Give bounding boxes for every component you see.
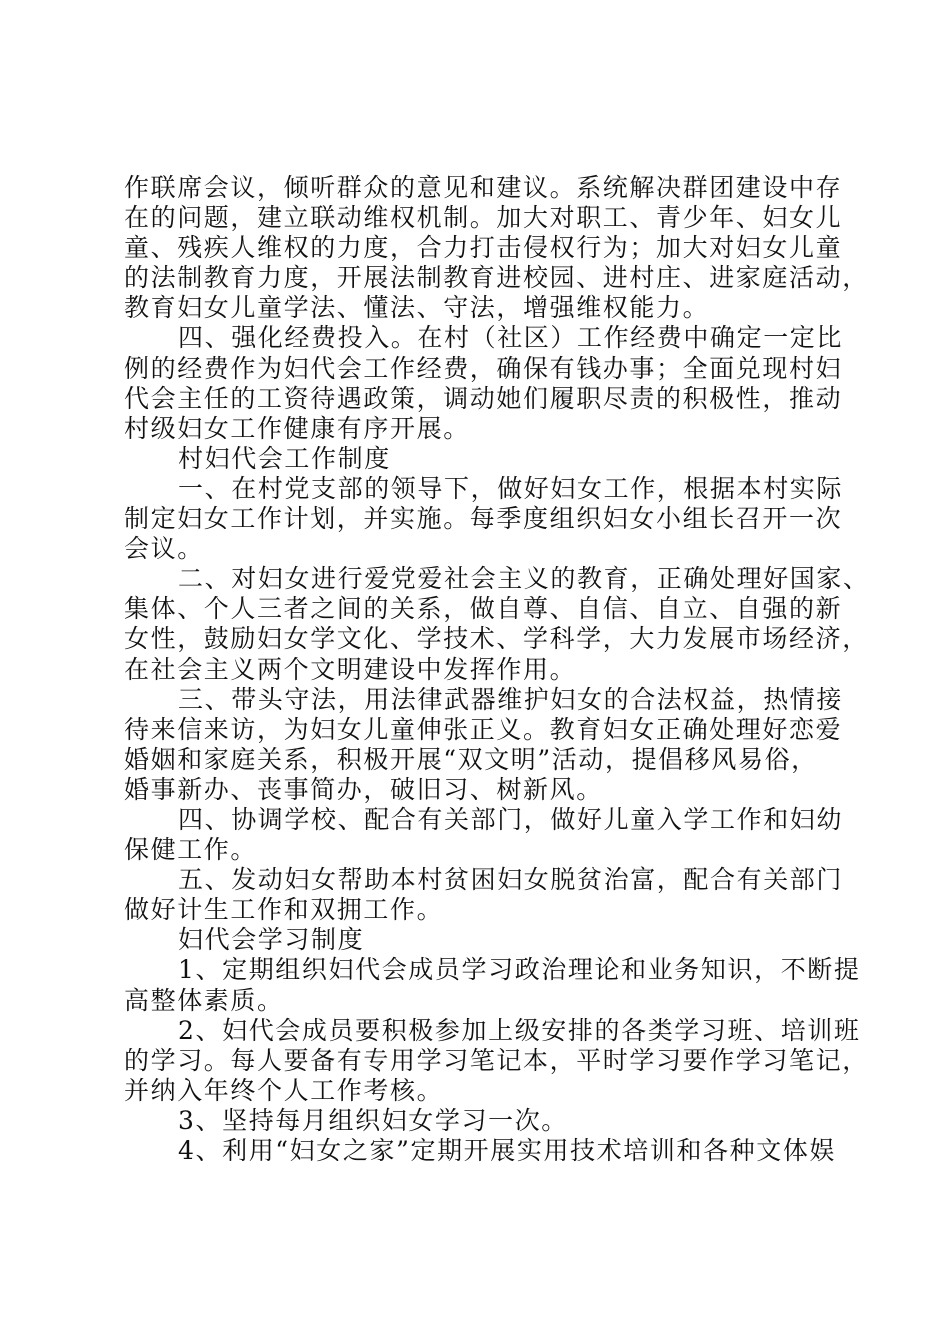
document-body — [124, 173, 870, 1166]
text-line: 婚事新办、丧事简办，破旧习、树新风。 — [124, 774, 603, 804]
text-line: 例的经费作为妇代会工作经费，确保有钱办事；全面兑现村妇 — [124, 353, 843, 383]
text-line: 童、残疾人维权的力度，合力打击侵权行为；加大对妇女儿童 — [124, 233, 843, 263]
text-line: 的学习。每人要备有专用学习笔记本，平时学习要作学习笔记， — [124, 1045, 869, 1075]
text-line: 三、带头守法，用法律武器维护妇女的合法权益，热情接 — [178, 684, 844, 714]
text-line: 3、坚持每月组织妇女学习一次。 — [178, 1105, 568, 1135]
text-line: 在的问题，建立联动维权机制。加大对职工、青少年、妇女儿 — [124, 203, 843, 233]
text-line: 1、定期组织妇代会成员学习政治理论和业务知识，不断提 — [178, 955, 861, 985]
text-line: 做好计生工作和双拥工作。 — [124, 895, 444, 925]
text-line: 二、对妇女进行爱党爱社会主义的教育，正确处理好国家、 — [178, 564, 870, 594]
text-line: 制定妇女工作计划，并实施。每季度组织妇女小组长召开一次 — [124, 504, 843, 534]
text-line: 四、协调学校、配合有关部门，做好儿童入学工作和妇幼 — [178, 804, 844, 834]
text-line: 4、利用“妇女之家”定期开展实用技术培训和各种文体娱 — [178, 1136, 837, 1165]
text-line: 五、发动妇女帮助本村贫困妇女脱贫治富，配合有关部门 — [178, 865, 844, 895]
text-line: 作联席会议，倾听群众的意见和建议。系统解决群团建设中存 — [124, 173, 843, 202]
text-line: 高整体素质。 — [124, 985, 284, 1015]
text-line: 村级妇女工作健康有序开展。 — [124, 413, 470, 443]
text-line: 村妇代会工作制度 — [178, 443, 391, 473]
text-line: 集体、个人三者之间的关系，做自尊、自信、自立、自强的新 — [124, 594, 843, 624]
text-line: 四、强化经费投入。在村（社区）工作经费中确定一定比 — [178, 323, 844, 353]
text-line: 妇代会学习制度 — [178, 925, 365, 955]
text-line: 婚姻和家庭关系，积极开展“双文明”活动，提倡移风易俗， — [124, 744, 818, 774]
text-line: 的法制教育力度，开展法制教育进校园、进村庄、进家庭活动， — [124, 263, 869, 293]
text-line: 女性，鼓励妇女学文化、学技术、学科学，大力发展市场经济， — [124, 624, 869, 654]
text-line: 并纳入年终个人工作考核。 — [124, 1075, 444, 1105]
text-line: 2、妇代会成员要积极参加上级安排的各类学习班、培训班 — [178, 1015, 861, 1045]
text-line: 在社会主义两个文明建设中发挥作用。 — [124, 654, 577, 684]
text-line: 会议。 — [124, 534, 204, 564]
text-line: 待来信来访，为妇女儿童伸张正义。教育妇女正确处理好恋爱 — [124, 714, 843, 744]
text-line: 一、在村党支部的领导下，做好妇女工作，根据本村实际 — [178, 473, 844, 503]
text-line: 代会主任的工资待遇政策，调动她们履职尽责的积极性，推动 — [124, 383, 843, 413]
text-line: 教育妇女儿童学法、懂法、守法，增强维权能力。 — [124, 293, 710, 323]
text-line: 保健工作。 — [124, 835, 258, 865]
